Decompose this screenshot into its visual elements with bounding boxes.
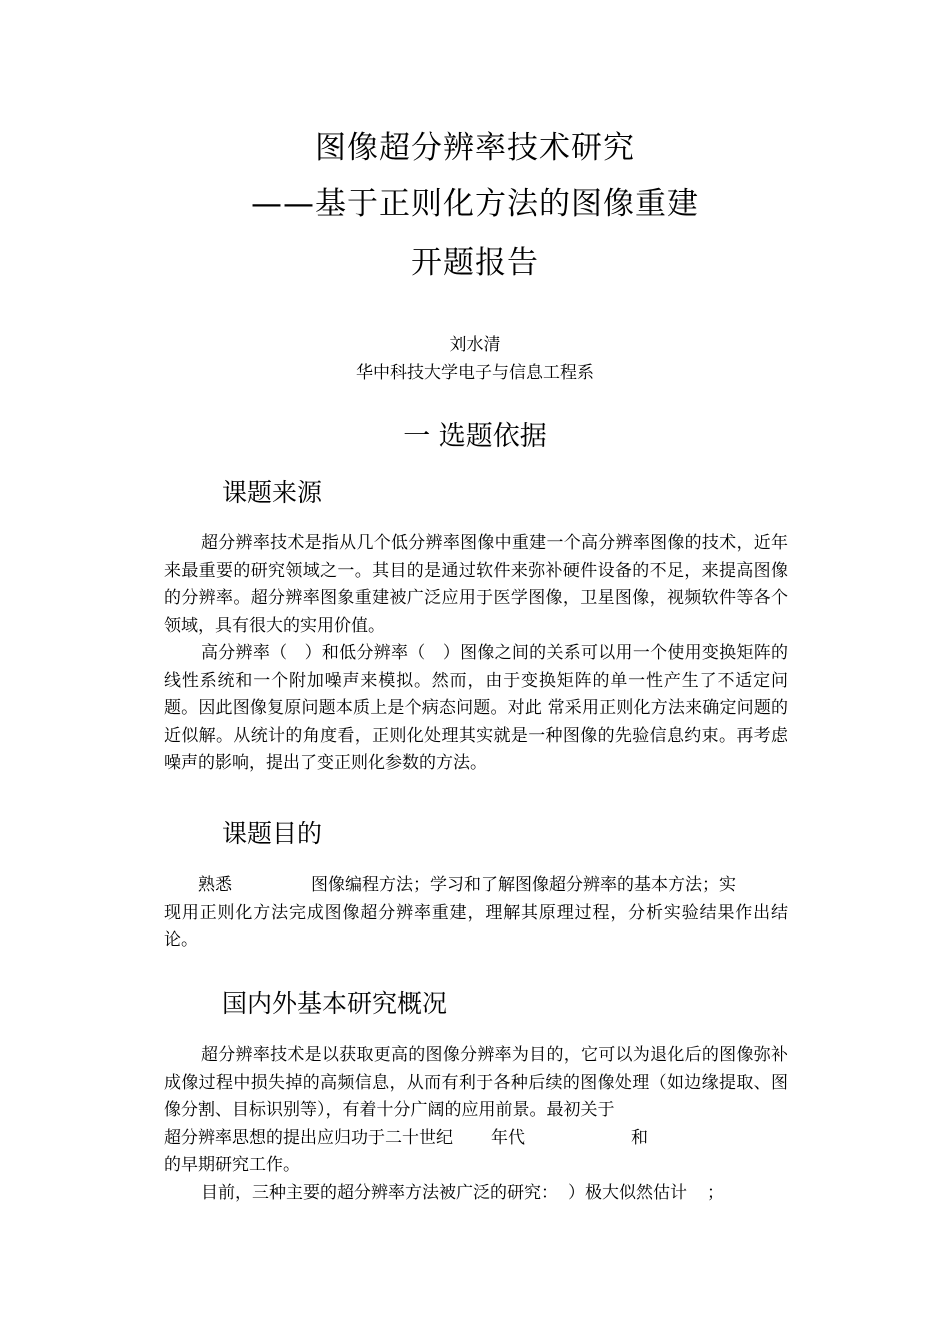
purpose-continuation: 现用正则化方法完成图像超分辨率重建，理解其原理过程，分析实验结果作出结论。	[164, 902, 788, 950]
subsection-heading-source: 课题来源	[222, 478, 323, 507]
document-type-title: 开题报告	[411, 245, 539, 281]
subsection-heading-purpose: 课题目的	[222, 819, 323, 848]
overview-p2-a: 目前，三种主要的超分辨率方法被广泛的研究：	[201, 1182, 558, 1203]
overview-p2-c: ；	[707, 1182, 724, 1203]
overview-line-5-c: 和	[631, 1127, 648, 1148]
purpose-line-1-end: 图像编程方法；学习和了解图像超分辨率的基本方法；实	[311, 875, 736, 895]
overview-paragraph-2	[164, 1180, 788, 1208]
source-paragraph-2: 高分辨率（ ）和低分辨率（ ）图像之间的关系可以用一个使用变换矩阵的线性系统和一个附加噪声来模拟。然而，由于变换矩阵的单一性产生了不适定问题。因此图像复原问题本质上是个病态问题。对此 常采用正则化方法来确定问题的近似解。从统计的角度看，正则化处理其实就是一种图像的先验信息约束。再考虑噪声的影响，提出了变正则化参数的方法。	[164, 643, 788, 773]
document-subtitle: ——基于正则化方法的图像重建	[251, 186, 699, 222]
document-title: 图像超分辨率技术研究	[315, 130, 635, 166]
overview-line-5-a: 超分辨率思想的提出应归功于二十世纪	[164, 1127, 453, 1148]
subsection-heading-overview: 国内外基本研究概况	[222, 989, 448, 1018]
purpose-line-1-start: 熟悉	[198, 875, 232, 895]
overview-paragraph-1: 超分辨率技术是以获取更高的图像分辨率为目的，它可以为退化后的图像弥补成像过程中损失掉的高频信息，从而有利于各种后续的图像处理（如边缘提取、图像分割、目标识别等），有着十分广阔的应用前景。最初关于	[164, 1045, 788, 1120]
purpose-line-1	[164, 872, 788, 900]
purpose-body	[164, 872, 788, 955]
overview-p2-b: ）极大似然估计	[568, 1182, 687, 1203]
overview-line-5	[164, 1125, 788, 1153]
source-paragraph-1: 超分辨率技术是指从几个低分辨率图像中重建一个高分辨率图像的技术，近年来最重要的研究领域之一。其目的是通过软件来弥补硬件设备的不足，来提高图像的分辨率。超分辨率图象重建被广泛应用于医学图像，卫星图像，视频软件等各个领域，具有很大的实用价值。	[164, 533, 788, 636]
section-heading-topic-basis: 一 选题依据	[403, 421, 547, 452]
source-body	[164, 530, 788, 778]
overview-line-5-b: 年代	[491, 1127, 525, 1148]
overview-line-6: 的早期研究工作。	[164, 1155, 300, 1175]
author-affiliation: 华中科技大学电子与信息工程系	[356, 363, 594, 383]
author-name: 刘水清	[449, 335, 501, 355]
overview-body	[164, 1042, 788, 1207]
